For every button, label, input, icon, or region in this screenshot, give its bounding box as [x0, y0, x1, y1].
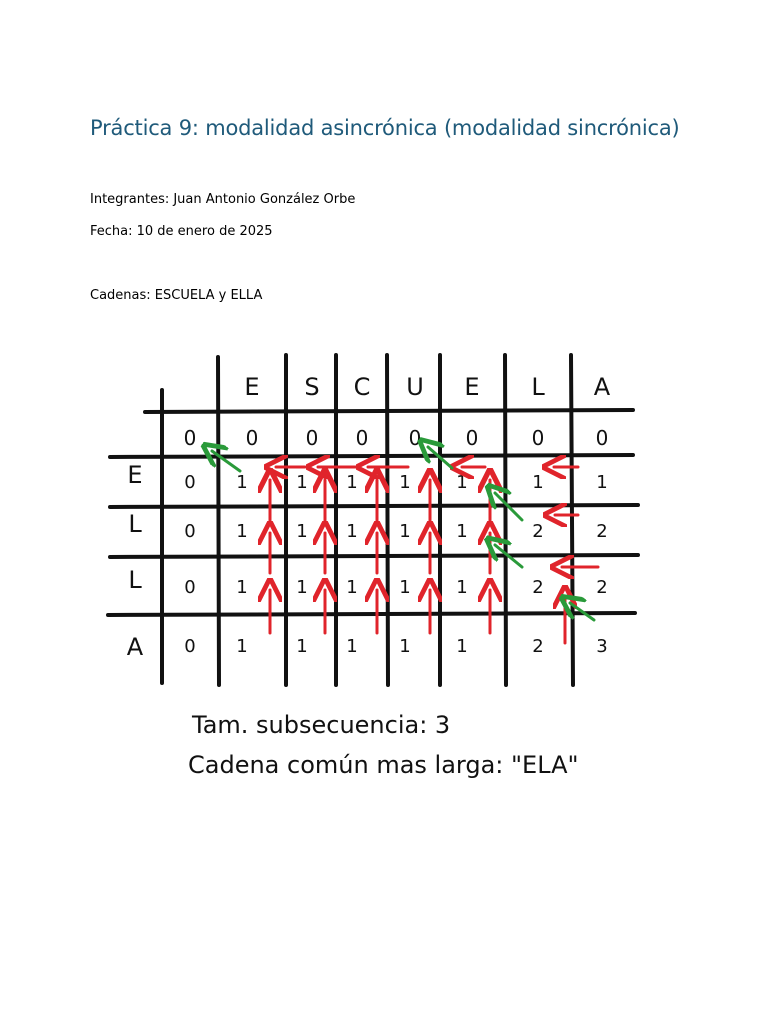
row-header-1: E — [127, 461, 143, 489]
cell-2-2: 1 — [296, 521, 308, 542]
col-header-5: E — [464, 373, 480, 401]
cell-0-7: 0 — [595, 426, 609, 450]
page-title: Práctica 9: modalidad asincrónica (modalidad sincrónica) — [90, 116, 680, 140]
col-header-3: C — [353, 373, 371, 401]
cell-0-1: 0 — [245, 426, 259, 450]
cell-3-5: 1 — [456, 577, 468, 598]
cell-0-4: 0 — [408, 426, 422, 450]
cell-0-0: 0 — [183, 426, 197, 450]
col-header-4: U — [406, 373, 424, 401]
cell-3-6: 2 — [532, 577, 544, 598]
col-header-1: E — [244, 373, 260, 401]
strings-line: Cadenas: ESCUELA y ELLA — [90, 288, 263, 303]
cell-3-7: 2 — [596, 577, 608, 598]
cell-2-1: 1 — [236, 521, 248, 542]
row-header-2: L — [128, 510, 142, 538]
cell-4-7: 3 — [596, 636, 608, 657]
cell-4-0: 0 — [184, 636, 196, 657]
col-header-6: L — [531, 373, 545, 401]
diag-arrow-0 — [212, 451, 240, 471]
cell-2-6: 2 — [532, 521, 544, 542]
cell-4-1: 1 — [236, 636, 248, 657]
cell-1-2: 1 — [296, 472, 308, 493]
cell-2-5: 1 — [456, 521, 468, 542]
row-header-3: L — [128, 566, 142, 594]
col-header-2: S — [304, 373, 320, 401]
cell-1-5: 1 — [456, 472, 468, 493]
cell-2-0: 0 — [184, 521, 196, 542]
cell-4-2: 1 — [296, 636, 308, 657]
cell-1-0: 0 — [184, 472, 196, 493]
cell-3-1: 1 — [236, 577, 248, 598]
date-line: Fecha: 10 de enero de 2025 — [90, 224, 273, 239]
cell-3-0: 0 — [184, 577, 196, 598]
cell-4-6: 2 — [532, 636, 544, 657]
cell-1-1: 1 — [236, 472, 248, 493]
cell-4-4: 1 — [399, 636, 411, 657]
col-header-7: A — [593, 373, 611, 401]
lcs-table-drawing — [100, 345, 650, 790]
cell-3-4: 1 — [399, 577, 411, 598]
cell-0-3: 0 — [355, 426, 369, 450]
cell-2-7: 2 — [596, 521, 608, 542]
cell-1-6: 1 — [532, 472, 544, 493]
cell-1-4: 1 — [399, 472, 411, 493]
cell-3-3: 1 — [346, 577, 358, 598]
result-size-text: Tam. subsecuencia: 3 — [192, 711, 451, 739]
cell-4-5: 1 — [456, 636, 468, 657]
cell-0-2: 0 — [305, 426, 319, 450]
cell-4-3: 1 — [346, 636, 358, 657]
cell-0-5: 0 — [465, 426, 479, 450]
row-header-4: A — [126, 633, 144, 661]
result-string-text: Cadena común mas larga: "ELA" — [188, 751, 579, 779]
members-line: Integrantes: Juan Antonio González Orbe — [90, 192, 356, 207]
lcs-table-figure — [100, 345, 650, 790]
cell-0-6: 0 — [531, 426, 545, 450]
cell-1-7: 1 — [596, 472, 608, 493]
cell-3-2: 1 — [296, 577, 308, 598]
cell-2-3: 1 — [346, 521, 358, 542]
cell-1-3: 1 — [346, 472, 358, 493]
cell-2-4: 1 — [399, 521, 411, 542]
